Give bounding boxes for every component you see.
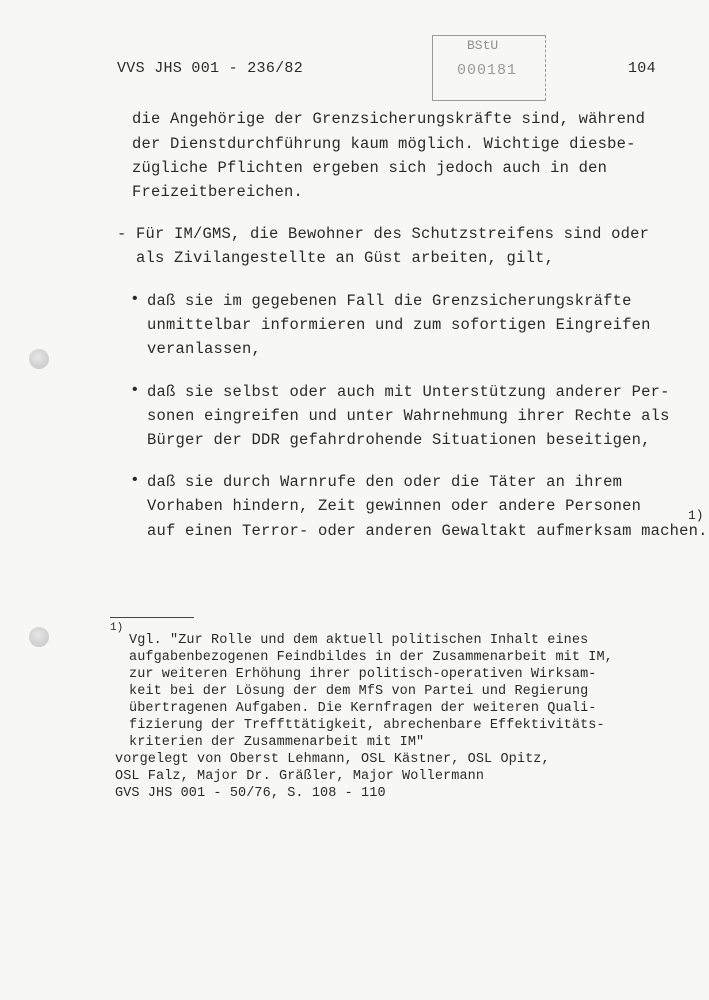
intro-line: die Angehörige der Grenzsicherungskräfte sind, während [132, 110, 646, 128]
footnote-line: Vgl. "Zur Rolle und dem aktuell politischen Inhalt eines [129, 633, 589, 648]
bullet-line: auf einen Terror- oder anderen Gewaltakt aufmerksam machen. [147, 522, 708, 540]
bullet-line: unmittelbar informieren und zum sofortigen Eingreifen [147, 316, 651, 334]
archive-stamp [432, 35, 546, 101]
footnote-line: fizierung der Treffttätigkeit, abrechenbare Effektivitäts- [129, 718, 605, 733]
bullet-line: daß sie durch Warnrufe den oder die Täter an ihrem [147, 473, 623, 491]
document-reference: VVS JHS 001 - 236/82 [117, 60, 304, 77]
footnote-line: OSL Falz, Major Dr. Gräßler, Major Wollermann [115, 769, 485, 784]
intro-line: Freizeitbereichen. [132, 183, 304, 201]
bullet-line: Bürger der DDR gefahrdrohende Situationen beseitigen, [147, 431, 651, 449]
punch-hole [29, 349, 49, 369]
footnote-line: aufgabenbezogenen Feindbildes in der Zusammenarbeit mit IM, [129, 650, 613, 665]
footnote-line: kriterien der Zusammenarbeit mit IM" [129, 735, 425, 750]
footnote-reference: 1) [688, 508, 704, 523]
punch-hole [29, 627, 49, 647]
bullet-line: veranlassen, [147, 340, 262, 358]
footnote-divider [110, 617, 194, 618]
footnote-marker: 1) [110, 622, 124, 634]
paragraph-line: - Für IM/GMS, die Bewohner des Schutzstreifens sind oder [117, 225, 650, 243]
footnote-line: GVS JHS 001 - 50/76, S. 108 - 110 [115, 786, 386, 801]
intro-line: zügliche Pflichten ergeben sich jedoch auch in den [132, 159, 608, 177]
bullet-line: Vorhaben hindern, Zeit gewinnen oder andere Personen [147, 497, 642, 515]
stamp-number: 000181 [457, 62, 518, 79]
page-number: 104 [628, 60, 656, 77]
footnote-line: vorgelegt von Oberst Lehmann, OSL Kästner, OSL Opitz, [115, 752, 550, 767]
intro-line: der Dienstdurchführung kaum möglich. Wichtige diesbe- [132, 135, 636, 153]
bullet-marker: • [130, 381, 140, 399]
footnote-line: keit bei der Lösung der dem MfS von Partei und Regierung [129, 684, 589, 699]
bullet-line: daß sie im gegebenen Fall die Grenzsicherungskräfte [147, 292, 632, 310]
bullet-marker: • [130, 290, 140, 308]
bullet-marker: • [130, 471, 140, 489]
footnote-line: übertragenen Aufgaben. Die Kernfragen der weiteren Quali- [129, 701, 597, 716]
footnote-line: zur weiteren Erhöhung ihrer politisch-operativen Wirksam- [129, 667, 597, 682]
stamp-label: BStU [467, 38, 499, 53]
bullet-line: daß sie selbst oder auch mit Unterstützung anderer Per- [147, 383, 670, 401]
paragraph-line: als Zivilangestellte an Güst arbeiten, gilt, [117, 249, 555, 267]
bullet-line: sonen eingreifen und unter Wahrnehmung ihrer Rechte als [147, 407, 670, 425]
